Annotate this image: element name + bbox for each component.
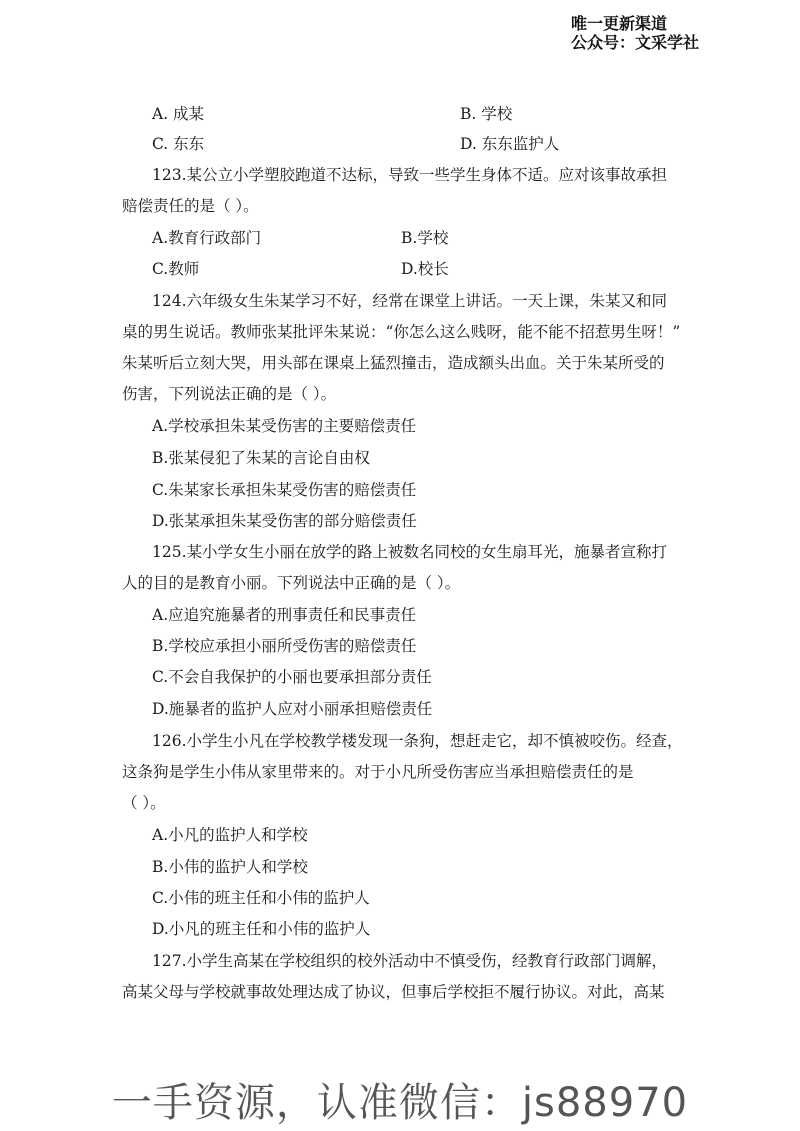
watermark-line: 公众号：文采学社 [571,33,700,52]
q127-stem-line: 127.小学生高某在学校组织的校外活动中不慎受伤，经教育行政部门调解， [152,952,668,970]
q122-option-b: B. 学校 [460,105,513,123]
q123-option-b: B.学校 [401,229,449,247]
q122-option-c: C. 东东 [152,135,205,153]
q126-stem-line: （ ）。 [122,794,166,812]
q126-option: A.小凡的监护人和学校 [152,826,308,844]
q126-option: C.小伟的班主任和小伟的监护人 [152,889,370,907]
q126-option: B.小伟的监护人和学校 [152,858,308,876]
q124-stem-line: 124.六年级女生朱某学习不好，经常在课堂上讲话。一天上课，朱某又和同 [152,292,668,310]
q123-stem-line: 123.某公立小学塑胶跑道不达标，导致一些学生身体不适。应对该事故承担 [152,166,668,184]
q124-stem-line: 桌的男生说话。教师张某批评朱某说：“你怎么这么贱呀，能不能不招惹男生呀！” [122,323,681,341]
q124-stem-line: 朱某听后立刻大哭，用头部在课桌上猛烈撞击，造成额头出血。关于朱某所受的 [122,354,665,372]
q125-stem-line: 125.某小学女生小丽在放学的路上被数名同校的女生扇耳光，施暴者宣称打 [152,543,668,561]
q125-stem-line: 人的目的是教育小丽。下列说法中正确的是（ ）。 [122,574,461,592]
q123-option-a: A.教育行政部门 [152,229,262,247]
q126-option: D.小凡的班主任和小伟的监护人 [152,920,371,938]
q124-option: D.张某承担朱某受伤害的部分赔偿责任 [152,512,417,530]
q123-option-c: C.教师 [152,260,200,278]
q126-stem-line: 这条狗是学生小伟从家里带来的。对于小凡所受伤害应当承担赔偿责任的是 [122,763,634,781]
q125-option: A.应追究施暴者的刑事责任和民事责任 [152,606,417,624]
q124-option: A.学校承担朱某受伤害的主要赔偿责任 [152,417,417,435]
watermark-line: 唯一更新渠道 [571,14,668,33]
q122-option-a: A. 成某 [152,105,205,123]
q125-option: C.不会自我保护的小丽也要承担部分责任 [152,668,432,686]
q125-option: B.学校应承担小丽所受伤害的赔偿责任 [152,637,417,655]
q122-option-d: D. 东东监护人 [460,135,560,153]
q123-stem-line: 赔偿责任的是（ ）。 [122,197,259,215]
q124-option: C.朱某家长承担朱某受伤害的赔偿责任 [152,481,417,499]
q124-stem-line: 伤害，下列说法正确的是（ ）。 [122,385,337,403]
watermark-channel [571,14,699,52]
watermark-contact: 一手资源，认准微信：js88970 [111,1080,689,1126]
q123-option-d: D.校长 [401,260,449,278]
q124-option: B.张某侵犯了朱某的言论自由权 [152,449,370,467]
q126-stem-line: 126.小学生小凡在学校教学楼发现一条狗，想赶走它，却不慎被咬伤。经查， [152,732,683,750]
q125-option: D.施暴者的监护人应对小丽承担赔偿责任 [152,700,433,718]
q127-stem-line: 高某父母与学校就事故处理达成了协议，但事后学校拒不履行协议。对此，高某 [122,983,665,1001]
